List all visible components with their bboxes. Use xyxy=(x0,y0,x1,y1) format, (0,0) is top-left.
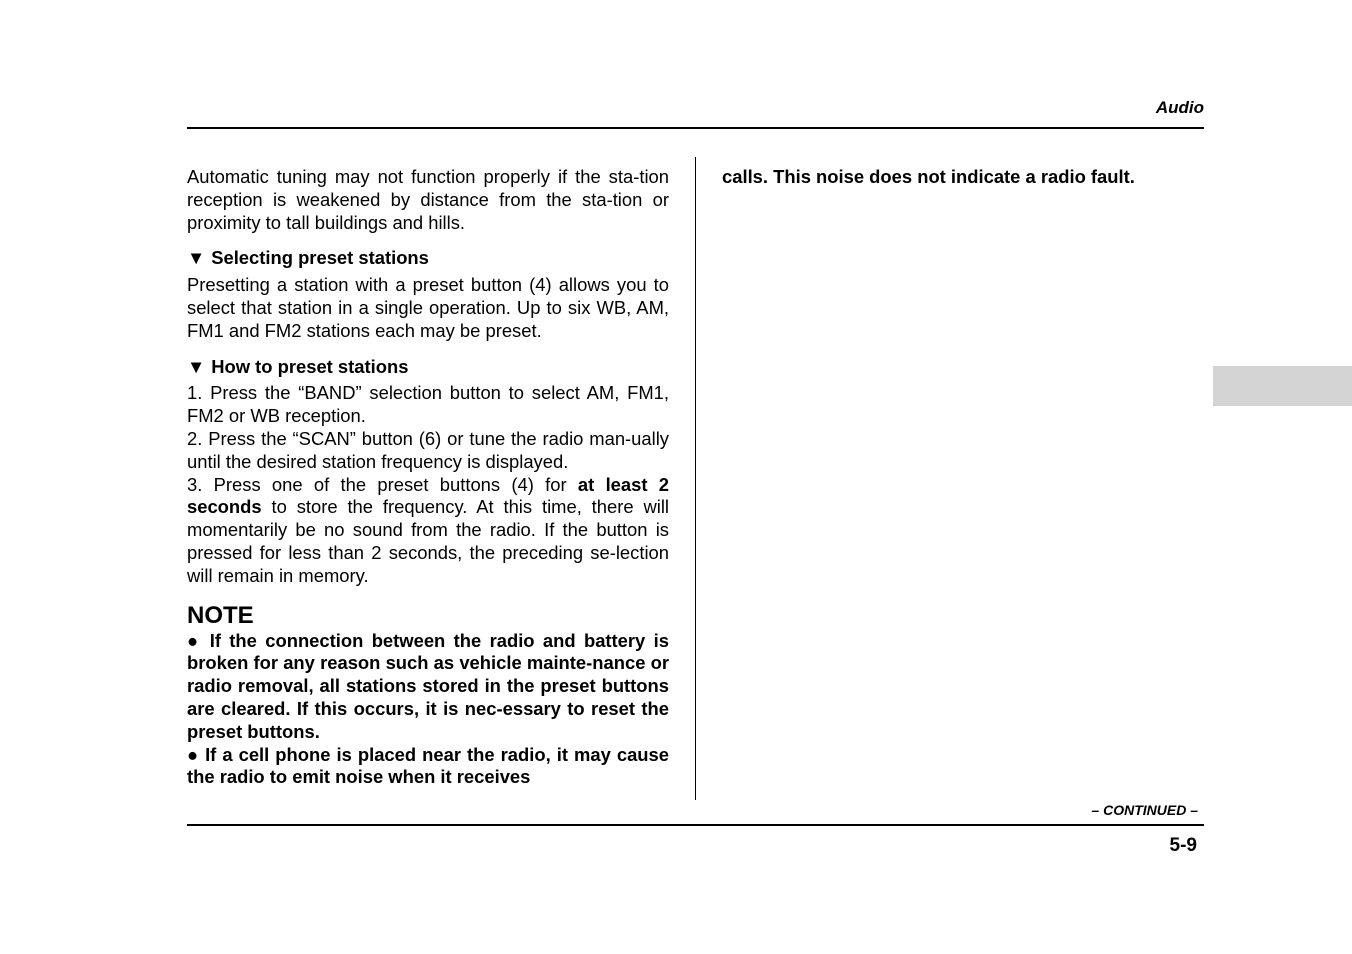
triangle-marker-icon: ▼ xyxy=(187,355,206,377)
continued-label: – CONTINUED – xyxy=(1091,802,1198,818)
note-bullet-text: If a cell phone is placed near the radio, it may cause the radio to emit noise when it receives xyxy=(187,743,669,788)
page-number: 5-9 xyxy=(1169,835,1197,856)
chapter-tab xyxy=(1213,366,1352,406)
section-heading-selecting-preset xyxy=(187,247,669,270)
section-title: Audio xyxy=(1155,98,1204,117)
note-bullet-text: If the connection between the radio and battery is broken for any reason such as vehicle mainte-nance or radio removal, all stations stored in the preset buttons are cleared. If this occurs, it is nec-essary to reset the preset buttons. xyxy=(187,629,669,742)
step-3-emphasis: at least 2 seconds xyxy=(187,473,669,518)
note-bullet-2 xyxy=(187,744,669,790)
left-column xyxy=(187,166,669,789)
column-divider xyxy=(695,157,696,800)
step-1: 1. Press the “BAND” selection button to select AM, FM1, FM2 or WB reception. xyxy=(187,382,669,427)
note-bullet-2-continued: calls. This noise does not indicate a radio fault. xyxy=(722,166,1135,187)
step-3-text-end: to store the frequency. At this time, there will momentarily be no sound from the radio. If the button is pressed for less than 2 seconds, the preceding se-lection will remain in memory. xyxy=(187,496,669,586)
note-bullet-1 xyxy=(187,630,669,744)
step-2: 2. Press the “SCAN” button (6) or tune the radio man-ually until the desired station frequency is displayed. xyxy=(187,427,669,472)
section-heading-how-to-preset xyxy=(187,356,669,379)
footer-rule xyxy=(187,824,1204,826)
heading-text: Selecting preset stations xyxy=(211,247,429,269)
triangle-marker-icon: ▼ xyxy=(187,247,206,269)
bullet-icon: ● xyxy=(187,743,200,765)
header-rule xyxy=(187,127,1204,129)
step-3-text: 3. Press one of the preset buttons (4) for xyxy=(187,473,578,495)
bullet-icon: ● xyxy=(187,629,202,651)
note-title: NOTE xyxy=(187,601,254,629)
selecting-preset-paragraph: Presetting a station with a preset button (4) allows you to select that station in a single operation. Up to six WB, AM, FM1 and FM2 stations each may be preset. xyxy=(187,274,669,341)
right-column xyxy=(722,166,1192,189)
heading-text: How to preset stations xyxy=(211,355,409,377)
intro-paragraph: Automatic tuning may not function properly if the sta-tion reception is weakened by distance from the sta-tion or proximity to tall buildings and hills. xyxy=(187,166,669,233)
step-3 xyxy=(187,474,669,588)
